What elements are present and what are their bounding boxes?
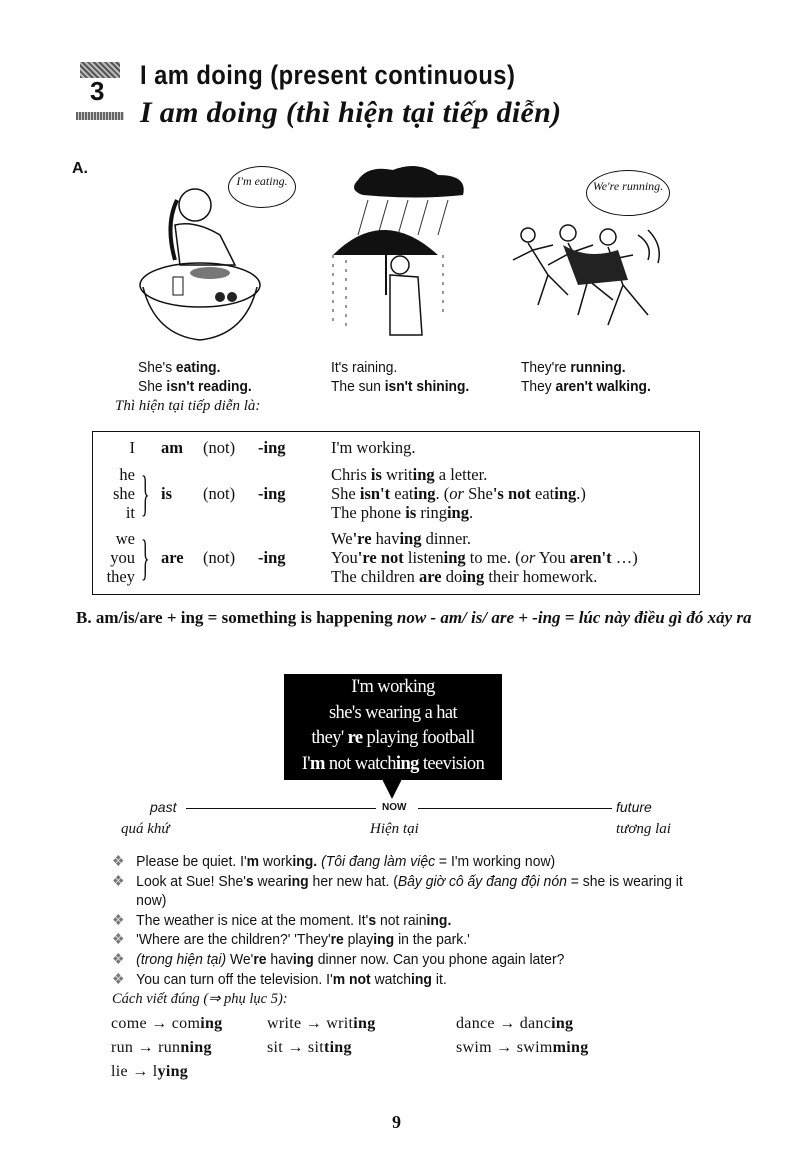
item-text [136,911,451,931]
bullet-icon: ❖ [112,931,125,949]
text-segment: dinner. [421,529,471,548]
text-segment: ing [446,503,469,522]
text-segment: is [370,465,382,484]
text-segment: I' [301,753,311,774]
text-segment: She [331,484,360,503]
text-segment: It's raining. [331,359,398,376]
text-segment: or [520,548,536,567]
example [331,484,586,503]
example [331,438,416,457]
text-segment: 're not [357,548,404,567]
bullet-icon: ❖ [112,970,125,988]
timeline-future: future [616,799,652,815]
list-item [112,950,689,970]
text-segment: eat [390,484,414,503]
example [331,503,473,522]
spelling-item [111,1039,212,1057]
text-segment: not rain [376,911,427,929]
text-segment: ing [353,1015,376,1032]
text-segment: ting [323,1039,352,1056]
text-segment: They [521,378,556,395]
text-segment: You [331,548,358,567]
text-segment: a letter. [434,465,488,484]
text-segment: ing [412,465,435,484]
now-pointer-arrow [382,779,402,799]
text-segment: 'Where are the children?' 'They' [136,931,331,949]
text-segment: (trong hiện tại) [136,950,227,968]
timeline-now-vi: Hiện tại [370,821,419,837]
text-segment: ing [411,970,432,988]
text-segment: do [441,567,463,586]
text-segment: run → run [111,1039,181,1056]
text-segment: s [245,872,254,890]
text-segment: I'm working [351,677,435,697]
text-segment: m [246,853,260,870]
text-segment: running. [570,359,626,376]
text-segment: dance → danc [456,1015,552,1032]
man-umbrella-rain-illustration [318,165,478,350]
pronoun: they [106,567,135,586]
caption-line [138,377,252,396]
bullet-icon: ❖ [112,853,125,870]
example [331,548,638,567]
text-segment: The children [331,567,419,586]
page-number: 9 [392,1112,401,1132]
text-segment: The weather is nice at the moment. It' [136,911,369,929]
text-segment: eating. [175,359,221,376]
text-segment: now - am/ is/ are + -ing = lúc này điều gì đó xảy ra [396,608,752,627]
text-segment: ying [157,1063,189,1080]
brace: } [141,529,150,585]
spelling-item [111,1015,222,1033]
list-item [112,852,689,872]
bullet-icon: ❖ [112,911,125,929]
text-segment: swim → swim [456,1039,553,1056]
spelling-item [456,1015,573,1033]
text-segment: write → writ [267,1015,354,1032]
text-segment: sit → sit [267,1039,324,1056]
example-list [112,852,689,989]
item-text [136,872,688,911]
list-item [112,930,689,950]
text-segment: ing [395,753,419,774]
list-item [112,872,689,911]
text-segment: teevision [418,753,485,774]
text-segment: We [331,529,353,548]
text-segment: re [347,728,363,748]
text-segment: 're [352,529,372,548]
text-segment: The sun [331,378,385,395]
ing-suffix: -ing [258,548,286,567]
unit-title: I am doing (present continuous) [140,60,516,90]
text-segment: She's [138,359,176,376]
caption-eating [138,358,252,396]
text-segment: . [468,503,474,522]
text-segment: hav [371,529,400,548]
text-segment: You [535,548,570,567]
example [331,529,471,548]
box-line [284,726,502,752]
pronoun: you [110,548,135,567]
text-segment: She [138,378,167,395]
text-segment: ming [552,1039,589,1056]
text-segment: play [343,931,374,949]
caption-line [331,358,469,377]
grammar-table [92,431,700,595]
caption-running [521,358,651,396]
pronoun: I [129,438,135,457]
text-segment: wear [253,872,288,890]
table-row-he-she-it [93,465,699,525]
text-segment: she's wearing a hat [328,702,458,723]
speech-bubble-running: We're running. [586,170,670,216]
text-segment: She [463,484,493,503]
text-segment: m [332,970,346,988]
text-segment: ing [413,484,436,503]
text-segment: not watch [324,753,396,774]
text-segment: isn't reading. [166,378,252,395]
example [331,567,597,586]
box-line [284,675,502,701]
section-b-heading [76,606,756,630]
item-text [136,970,447,990]
now-examples-box [284,674,502,780]
list-item [112,970,689,990]
table-row-we-you-they [93,529,699,589]
timeline-now: NOW [382,802,407,813]
spelling-item [267,1039,352,1057]
pronoun: he [119,465,135,484]
text-segment: Look at Sue! She' [136,872,246,890]
caption-line [138,358,252,377]
caption-raining [331,358,469,396]
text-segment: Bây giờ cô ấy đang đội nón [397,872,567,890]
spelling-item [267,1015,376,1033]
timeline-future-vi: tương lai [616,821,671,837]
text-segment: ing [554,484,577,503]
text-segment: it. [431,970,447,988]
pronoun: she [113,484,135,503]
text-segment: We' [226,950,254,968]
bullet-icon: ❖ [112,872,125,890]
text-segment: playing football [362,728,475,748]
text-segment: ing [287,872,309,890]
text-segment: watch [370,970,412,988]
text-segment: ning [180,1039,212,1056]
text-segment: Chris [331,465,371,484]
section-a-label: A. [72,160,88,177]
text-segment: lie → l [111,1063,158,1080]
text-segment: ing. [426,911,452,929]
spelling-note: Cách viết đúng (⇒ phụ lục 5): [112,991,288,1007]
text-segment: ring [416,503,447,522]
speech-bubble-eating: I'm eating. [228,166,296,208]
item-text [136,950,564,970]
text-segment: ing [200,1015,223,1032]
text-segment: m [310,753,325,774]
text-segment: = she is wearing it now) [136,872,683,910]
text-segment: . ( [435,484,450,503]
text-segment: re [330,931,344,949]
caption-line [521,377,651,396]
pronoun: we [115,529,135,548]
text-segment: B. am/is/are + ing = something is happening [76,608,397,627]
text-segment: ing. [292,853,318,870]
verb: am [161,438,183,457]
text-segment: listen [403,548,444,567]
text-segment: 's not [492,484,531,503]
bullet-icon: ❖ [112,950,125,968]
text-segment: aren't walking. [555,378,651,395]
text-segment: isn't [359,484,391,503]
not-marker: (not) [203,484,236,503]
ing-suffix: -ing [258,484,286,503]
text-segment: Please be quiet. I' [136,853,247,870]
text-segment: They're [521,359,571,376]
unit-number-badge: 3 [76,62,124,122]
not-marker: (not) [203,438,236,457]
text-segment: they' [311,728,348,748]
box-line [284,701,502,727]
box-line [284,752,502,778]
text-segment: I'm working. [331,438,416,457]
text-segment: or [449,484,464,503]
text-segment: …) [611,548,638,567]
timeline-line-left [186,808,376,809]
text-segment: work [259,853,293,870]
text-segment: to me. ( [465,548,521,567]
pronoun: it [125,503,135,522]
item-text [136,852,555,872]
text-segment: eat [530,484,555,503]
timeline-past: past [150,799,177,815]
text-segment: ing [399,529,422,548]
brace: } [141,465,150,521]
text-segment: .) [576,484,586,503]
text-segment: ing [551,1015,574,1032]
spelling-item [111,1063,188,1081]
text-segment: dinner now. Can you phone again later? [313,950,565,968]
item-text [136,930,470,950]
timeline-line-right [418,808,612,809]
table-intro-note: Thì hiện tại tiếp diễn là: [115,398,261,414]
timeline-past-vi: quá khứ [121,821,170,837]
text-segment: her new hat. ( [308,872,398,890]
text-segment: come → com [111,1015,201,1032]
text-segment: = I'm working now) [435,853,556,870]
text-segment: are [418,567,442,586]
example [331,465,487,484]
text-segment: ing [373,931,395,949]
text-segment: re [253,950,267,968]
spelling-item [456,1039,589,1057]
text-segment: aren't [569,548,612,567]
list-item [112,911,689,931]
verb: are [161,548,184,567]
text-segment: The phone [331,503,406,522]
text-segment: (Tôi đang làm việc [321,853,436,870]
text-segment: is [405,503,417,522]
text-segment: You can turn off the television. I' [136,970,333,988]
text-segment: in the park.' [394,931,470,949]
caption-line [521,358,651,377]
text-segment: ing [292,950,314,968]
unit-subtitle: I am doing (thì hiện tại tiếp diễn) [140,96,562,129]
text-segment: writ [381,465,413,484]
text-segment: isn't shining. [384,378,470,395]
caption-line [331,377,469,396]
text-segment: hav [266,950,293,968]
text-segment: s [368,911,377,929]
text-segment: their homework. [484,567,598,586]
text-segment: not [349,970,371,988]
verb: is [161,484,173,503]
not-marker: (not) [203,548,236,567]
text-segment: ing [462,567,485,586]
text-segment: ing [443,548,466,567]
ing-suffix: -ing [258,438,286,457]
